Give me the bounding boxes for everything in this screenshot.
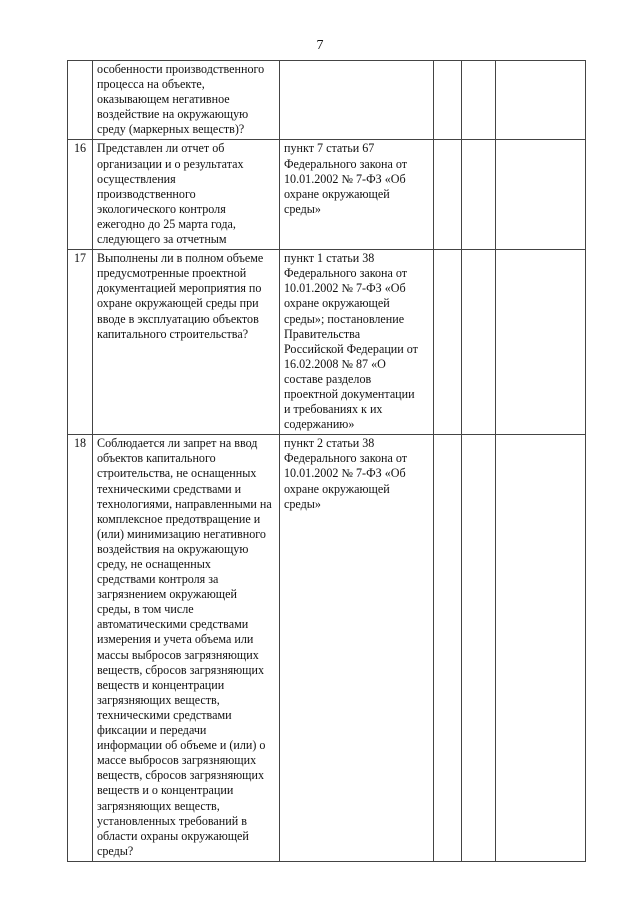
note-cell	[496, 250, 586, 435]
row-number	[68, 61, 93, 140]
row-number: 17	[68, 250, 93, 435]
answer-no-cell	[462, 250, 496, 435]
row-number: 18	[68, 435, 93, 862]
note-cell	[496, 435, 586, 862]
legal-basis-cell: пункт 1 статьи 38 Федерального закона от 10.01.2002 № 7-ФЗ «Об охране окружающей среды»; постановление Правительства Российской Федерации от 16.02.2008 № 87 «О составе разделов проектной документации и требованиях к их содержанию»	[280, 250, 434, 435]
table-row	[68, 61, 586, 140]
note-cell	[496, 140, 586, 250]
answer-yes-cell	[434, 250, 462, 435]
row-number: 16	[68, 140, 93, 250]
legal-basis-cell: пункт 2 статьи 38 Федерального закона от 10.01.2002 № 7-ФЗ «Об охране окружающей среды»	[280, 435, 434, 862]
answer-no-cell	[462, 140, 496, 250]
question-cell: Соблюдается ли запрет на ввод объектов капитального строительства, не оснащенных техническими средствами и технологиями, направленными на комплексное предотвращение и (или) минимизацию негативного воздействия на окружающую среду, не оснащенных средствами контроля за загрязнением окружающей среды, в том числе автоматическими средствами измерения и учета объема или массы выбросов загрязняющих веществ, сбросов загрязняющих веществ и концентрации загрязняющих веществ, техническими средствами фиксации и передачи информации об объеме и (или) о массе выбросов загрязняющих веществ, сбросов загрязняющих веществ и о концентрации загрязняющих веществ, установленных требований в области охраны окружающей среды?	[93, 435, 280, 862]
answer-yes-cell	[434, 140, 462, 250]
page-number: 7	[316, 38, 324, 53]
table-row	[68, 140, 586, 250]
answer-yes-cell	[434, 61, 462, 140]
table-row	[68, 250, 586, 435]
checklist-table	[67, 60, 586, 862]
answer-yes-cell	[434, 435, 462, 862]
answer-no-cell	[462, 435, 496, 862]
answer-no-cell	[462, 61, 496, 140]
note-cell	[496, 61, 586, 140]
legal-basis-cell	[280, 61, 434, 140]
table-row	[68, 435, 586, 862]
question-cell: особенности производственного процесса на объекте, оказывающем негативное воздействие на окружающую среду (маркерных веществ)?	[93, 61, 280, 140]
question-cell: Представлен ли отчет об организации и о результатах осуществления производственного экологического контроля ежегодно до 25 марта года, следующего за отчетным	[93, 140, 280, 250]
legal-basis-cell: пункт 7 статьи 67 Федерального закона от 10.01.2002 № 7-ФЗ «Об охране окружающей среды»	[280, 140, 434, 250]
question-cell: Выполнены ли в полном объеме предусмотренные проектной документацией мероприятия по охране окружающей среды при вводе в эксплуатацию объектов капитального строительства?	[93, 250, 280, 435]
